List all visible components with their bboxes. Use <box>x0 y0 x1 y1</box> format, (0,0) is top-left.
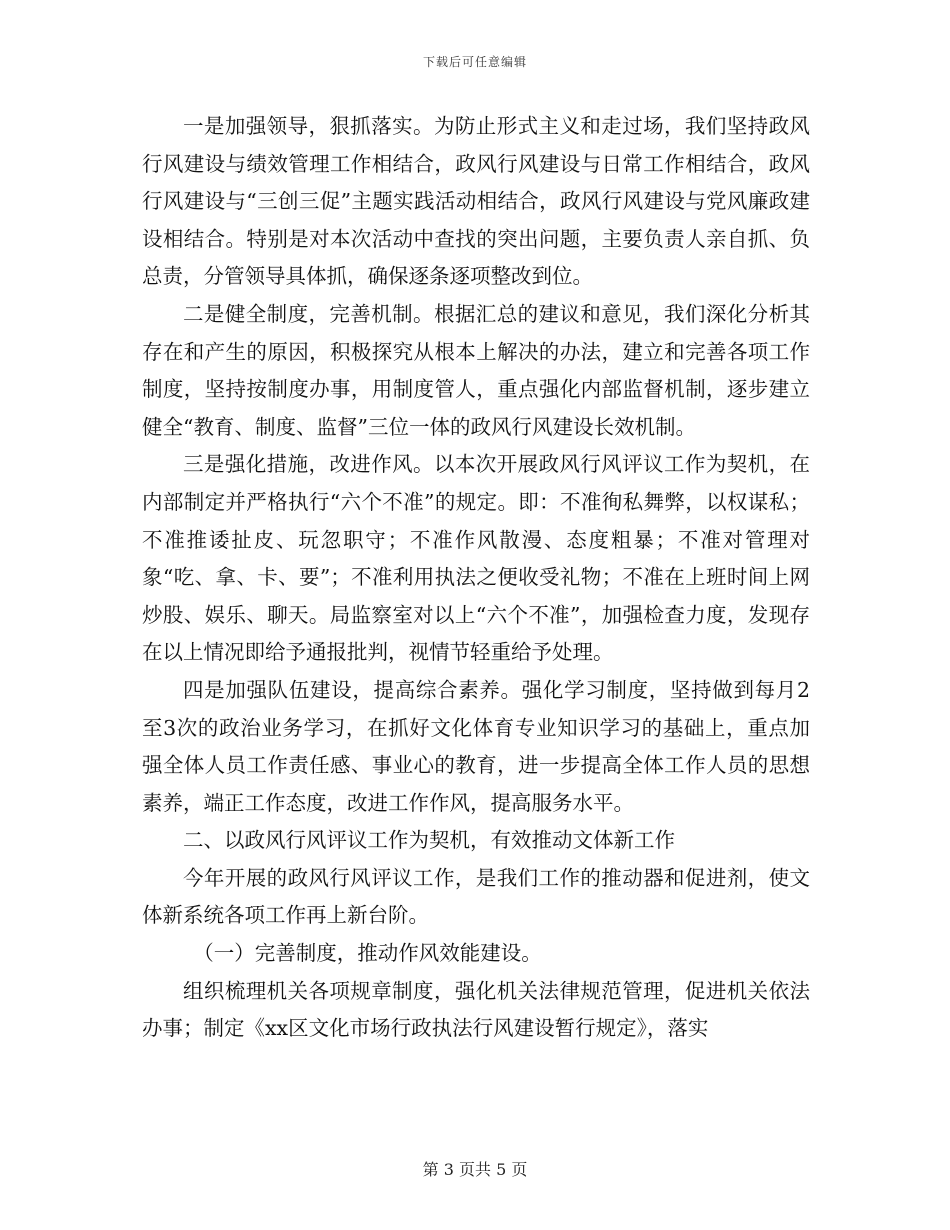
page-footer: 第 3 页共 5 页 <box>422 1160 528 1179</box>
document-body <box>142 108 810 1048</box>
paragraph-team: 四是加强队伍建设，提高综合素养。强化学习制度，坚持做到每月2至3次的政治业务学习，在抓好文化体育专业知识学习的基础上，重点加强全体人员工作责任感、事业心的教育，进一步提高全体工作人员的思想素养，端正工作态度，改进工作作风，提高服务水平。 <box>142 677 810 815</box>
paragraph-measures: 三是强化措施，改进作风。以本次开展政风行风评议工作为契机，在内部制定并严格执行“六个不准”的规定。即：不准徇私舞弊，以权谋私；不准推诿扯皮、玩忽职守；不准作风散漫、态度粗暴；不准对管理对象“吃、拿、卡、要”；不准利用执法之便收受礼物；不准在上班时间上网炒股、娱乐、聊天。局监察室对以上“六个不准”，加强检查力度，发现存在以上情况即给予通报批判，视情节轻重给予处理。 <box>142 452 810 665</box>
paragraph-intro: 今年开展的政风行风评议工作，是我们工作的推动器和促进剂，使文体新系统各项工作再上新台阶。 <box>142 865 810 928</box>
paragraph-regulations: 组织梳理机关各项规章制度，强化机关法律规范管理，促进机关依法办事；制定《xx区文化市场行政执法行风建设暂行规定》，落实 <box>142 978 810 1041</box>
section-heading-2: 二、以政风行风评议工作为契机，有效推动文体新工作 <box>183 828 675 853</box>
subsection-heading-1: （一）完善制度，推动作风效能建设。 <box>193 941 542 966</box>
paragraph-leadership: 一是加强领导，狠抓落实。为防止形式主义和走过场，我们坚持政风行风建设与绩效管理工作相结合，政风行风建设与日常工作相结合，政风行风建设与“三创三促”主题实践活动相结合，政风行风建设与党风廉政建设相结合。特别是对本次活动中查找的突出问题，主要负责人亲自抓、负总责，分管领导具体抓，确保逐条逐项整改到位。 <box>142 114 810 289</box>
page-header: 下载后可任意编辑 <box>422 55 527 69</box>
paragraph-system: 二是健全制度，完善机制。根据汇总的建议和意见，我们深化分析其存在和产生的原因，积极探究从根本上解决的办法，建立和完善各项工作制度，坚持按制度办事，用制度管人，重点强化内部监督机制，逐步建立健全“教育、制度、监督”三位一体的政风行风建设长效机制。 <box>142 301 810 439</box>
